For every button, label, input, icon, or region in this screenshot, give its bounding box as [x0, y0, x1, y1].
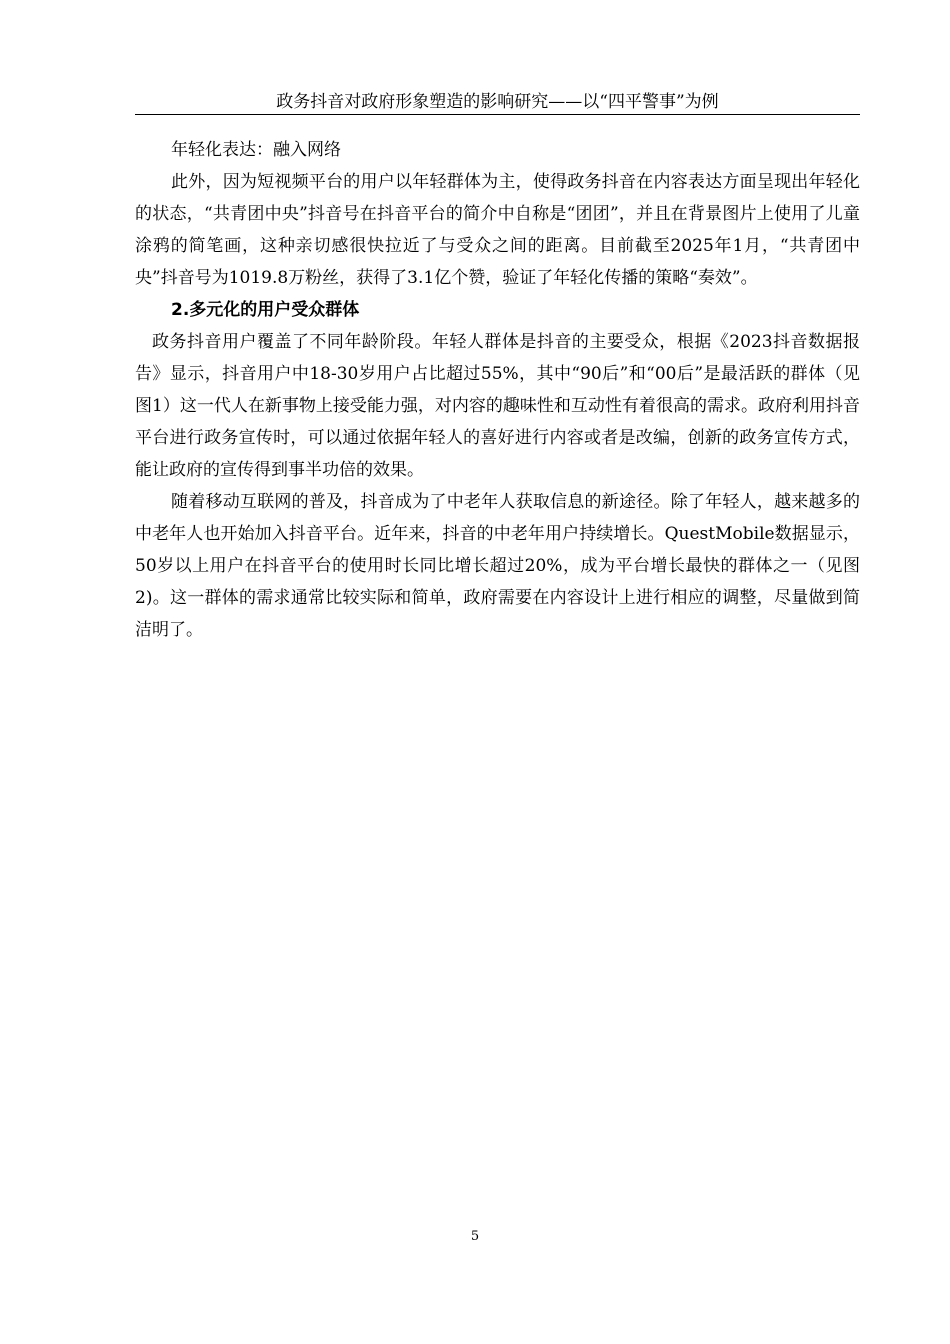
section-heading-diverse-audience: 2.多元化的用户受众群体 — [171, 300, 360, 320]
page-number: 5 — [470, 1229, 480, 1244]
header-title: 政务抖音对政府形象塑造的影响研究——以“四平警事”为例 — [276, 92, 719, 112]
paragraph-youthful: 此外，因为短视频平台的用户以年轻群体为主，使得政务抖音在内容表达方面呈现出年轻化的状态，“共青团中央”抖音号在抖音平台的简介中自称是“团团”，并且在背景图片上使用了儿童涂鸦的简笔画，这种亲切感很快拉近了与受众之间的距离。目前截至2025年1月，“共青团中央”抖音号为1019.8万粉丝，获得了3.1亿个赞，验证了年轻化传播的策略“奏效”。 — [135, 172, 860, 288]
paragraph-elderly-users: 随着移动互联网的普及，抖音成为了中老年人获取信息的新途径。除了年轻人，越来越多的中老年人也开始加入抖音平台。近年来，抖音的中老年用户持续增长。QuestMobile数据显示，50岁以上用户在抖音平台的使用时长同比增长超过20%，成为平台增长最快的群体之一（见图2)。这一群体的需求通常比较实际和简单，政府需要在内容设计上进行相应的调整，尽量做到简洁明了。 — [135, 492, 860, 640]
document-body — [135, 134, 860, 646]
paragraph-age-groups: 政务抖音用户覆盖了不同年龄阶段。年轻人群体是抖音的主要受众，根据《2023抖音数据报告》显示，抖音用户中18-30岁用户占比超过55%，其中“90后”和“00后”是最活跃的群体（见图1）这一代人在新事物上接受能力强，对内容的趣味性和互动性有着很高的需求。政府利用抖音平台进行政务宣传时，可以通过依据年轻人的喜好进行内容或者是改编，创新的政务宣传方式，能让政府的宣传得到事半功倍的效果。 — [135, 332, 860, 480]
running-header — [135, 90, 860, 115]
subheading-youthful-expression: 年轻化表达：融入网络 — [171, 140, 341, 160]
